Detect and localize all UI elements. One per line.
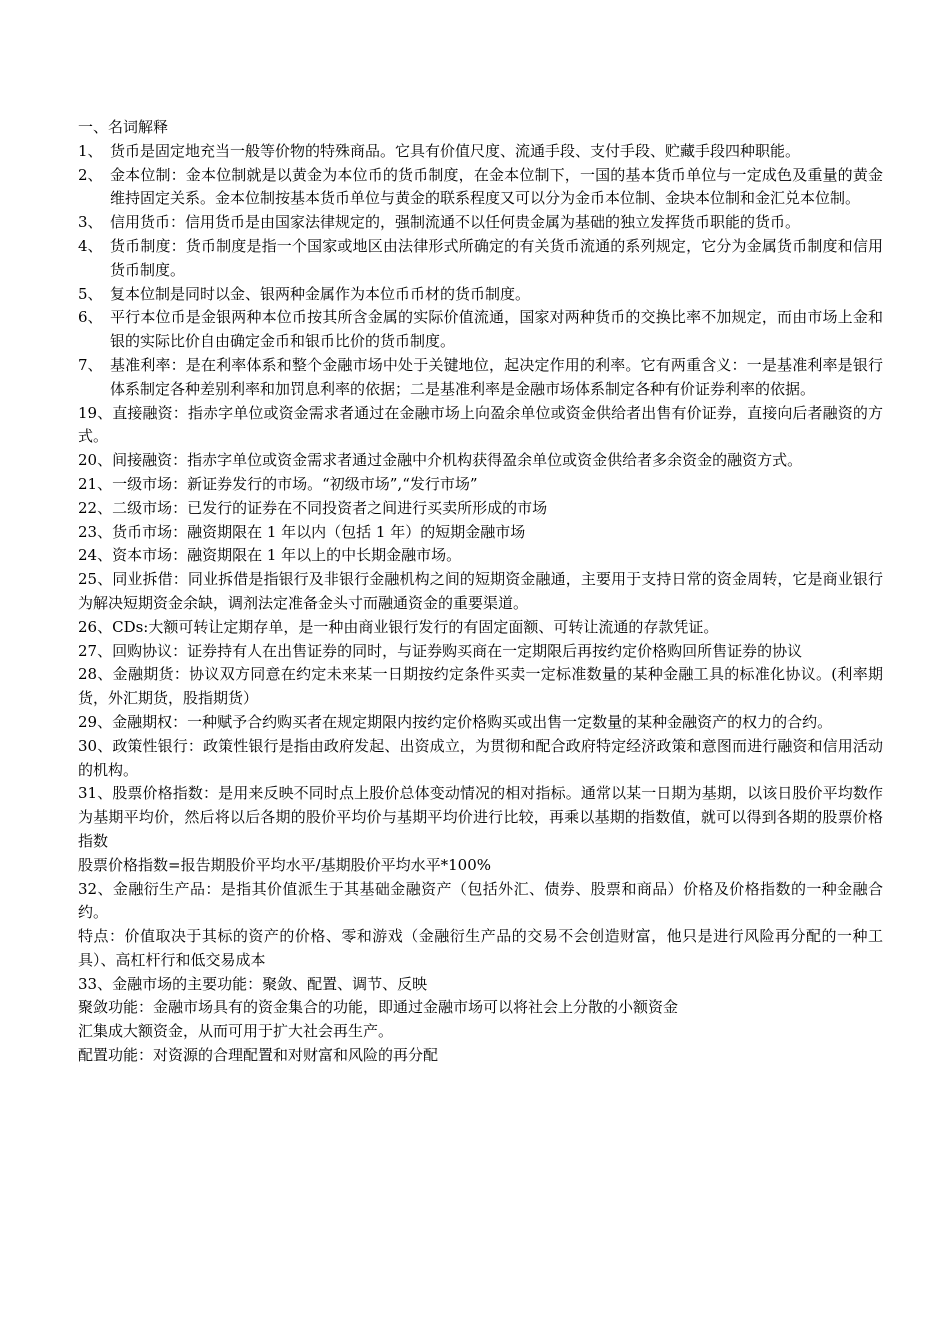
item-number: 1、: [78, 141, 103, 160]
paragraph-27: 27、回购协议：证券持有人在出售证券的同时，与证券购买商在一定期限后再按约定价格购回所售证券的协议: [78, 641, 803, 660]
definition-item-4: [78, 235, 883, 283]
paragraph-26: 26、CDs:大额可转让定期存单，是一种由商业银行发行的有固定面额、可转让流通的存款凭证。: [78, 617, 719, 636]
definition-item-3: [78, 211, 883, 235]
item-text: 复本位制是同时以金、银两种金属作为本位币币材的货币制度。: [110, 284, 531, 303]
item-number: 7、: [78, 355, 103, 374]
section-title: 一、名词解释: [78, 118, 169, 136]
paragraph-22: 22、二级市场：已发行的证券在不同投资者之间进行买卖所形成的市场: [78, 498, 548, 517]
features-paragraph: 特点：价值取决于其标的资产的价格、零和游戏（金融衍生产品的交易不会创造财富，他只是进行风险再分配的一种工具）、高杠杆行和低交易成本: [78, 927, 883, 969]
paragraph-28: 28、金融期货：协议双方同意在约定未来某一日期按约定条件买卖一定标准数量的某种金融工具的标准化协议。(利率期货，外汇期货，股指期货）: [78, 665, 883, 708]
definition-item-6: [78, 306, 883, 354]
paragraph-19: 19、直接融资：指赤字单位或资金需求者通过在金融市场上向盈余单位或资金供给者出售有价证券，直接向后者融资的方式。: [78, 403, 883, 446]
item-number: 6、: [78, 308, 103, 327]
formula-line: 股票价格指数=报告期股价平均水平/基期股价平均水平*100%: [78, 855, 492, 874]
item-number: 4、: [78, 236, 103, 255]
item-number: 3、: [78, 213, 103, 232]
paragraph-25: 25、同业拆借：同业拆借是指银行及非银行金融机构之间的短期资金融通，主要用于支持日常的资金周转，它是商业银行为解决短期资金余缺，调剂法定准备金头寸而融通资金的重要渠道。: [78, 570, 883, 612]
paragraph-20: 20、间接融资：指赤字单位或资金需求者通过金融中介机构获得盈余单位或资金供给者多余资金的融资方式。: [78, 451, 803, 470]
item-text: 基准利率：是在利率体系和整个金融市场中处于关键地位，起决定作用的利率。它有两重含义：一是基准利率是银行体系制定各种差别利率和加罚息利率的依据；二是基准利率是金融市场体系制定各种有价证券利率的依据。: [110, 355, 883, 398]
gathering-function-line: 聚敛功能：金融市场具有的资金集合的功能，即通过金融市场可以将社会上分散的小额资金: [78, 998, 679, 1017]
item-text: 平行本位币是金银两种本位币按其所含金属的实际价值流通，国家对两种货币的交换比率不加规定，而由市场上金和银的实际比价自由确定金币和银币比价的货币制度。: [110, 308, 883, 351]
paragraph-31: 31、股票价格指数：是用来反映不同时点上股价总体变动情况的相对指标。通常以某一日期为基期，以该日股价平均数作为基期平均价，然后将以后各期的股价平均价与基期平均价进行比较，再乘以基期的指数值，就可以得到各期的股票价格指数: [78, 784, 883, 850]
item-number: 2、: [78, 165, 103, 184]
item-text: 信用货币：信用货币是由国家法律规定的，强制流通不以任何贵金属为基础的独立发挥货币职能的货币。: [110, 213, 801, 232]
paragraph-21: 21、一级市场：新证券发行的市场。“初级市场”,“发行市场”: [78, 474, 478, 493]
paragraph-32: 32、金融衍生产品：是指其价值派生于其基础金融资产（包括外汇、债券、股票和商品）价格及价格指数的一种金融合约。: [78, 879, 883, 922]
document-page: [78, 116, 883, 1068]
item-text: 金本位制：金本位制就是以黄金为本位币的货币制度，在金本位制下，一国的基本货币单位与一定成色及重量的黄金维持固定关系。金本位制按基本货币单位与黄金的联系程度又可以分为金币本位制、金块本位制和金汇兑本位制。: [110, 165, 883, 208]
allocation-function-line: 配置功能：对资源的合理配置和对财富和风险的再分配: [78, 1046, 439, 1065]
item-text: 货币是固定地充当一般等价物的特殊商品。它具有价值尺度、流通手段、支付手段、贮藏手段四种职能。: [110, 141, 801, 160]
item-number: 5、: [78, 284, 103, 303]
item-text: 货币制度：货币制度是指一个国家或地区由法律形式所确定的有关货币流通的系列规定，它分为金属货币制度和信用货币制度。: [110, 236, 883, 279]
paragraph-24: 24、资本市场：融资期限在 1 年以上的中长期金融市场。: [78, 546, 462, 565]
definition-item-7: [78, 354, 883, 402]
definition-item-2: [78, 164, 883, 212]
paragraph-33: 33、金融市场的主要功能：聚敛、配置、调节、反映: [78, 974, 428, 993]
definition-item-1: [78, 140, 883, 164]
gathering-function-cont: 汇集成大额资金，从而可用于扩大社会再生产。: [78, 1022, 394, 1041]
paragraph-29: 29、金融期权：一种赋予合约购买者在规定期限内按约定价格购买或出售一定数量的某种金融资产的权力的合约。: [78, 712, 833, 731]
paragraph-30: 30、政策性银行：政策性银行是指由政府发起、出资成立，为贯彻和配合政府特定经济政策和意图而进行融资和信用活动的机构。: [78, 736, 883, 779]
definition-item-5: [78, 283, 883, 307]
paragraph-23: 23、货币市场：融资期限在 1 年以内（包括 1 年）的短期金融市场: [78, 522, 526, 541]
